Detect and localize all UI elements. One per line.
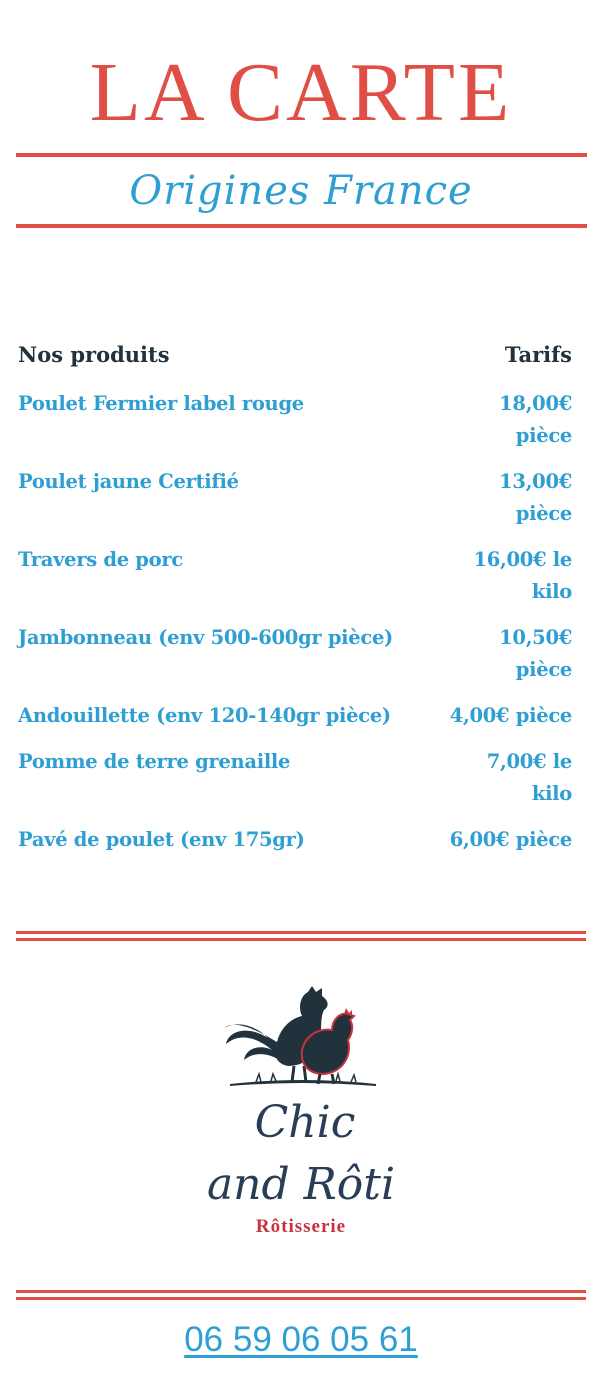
top-divider: [16, 153, 587, 157]
list-item: [18, 824, 572, 856]
products-column-header: Nos produits: [18, 342, 170, 367]
product-price: 4,00€ pièce: [449, 704, 572, 727]
product-name: Pavé de poulet (env 175gr): [18, 828, 305, 851]
product-price: 18,00€ pièce: [499, 392, 572, 447]
product-price: 13,00€ pièce: [499, 470, 572, 525]
product-name: Poulet Fermier label rouge: [18, 392, 304, 415]
subtitle-divider: [16, 224, 587, 228]
brand-name-line2: and Rôti: [206, 1159, 396, 1210]
double-divider: [16, 931, 586, 941]
list-item: [18, 388, 572, 452]
brand-tagline: Rôtisserie: [255, 1216, 347, 1237]
phone-link[interactable]: 06 59 06 05 61: [184, 1320, 418, 1359]
list-item: [18, 700, 572, 732]
price-list: [18, 339, 572, 870]
product-price: 7,00€ le kilo: [486, 750, 572, 805]
product-price: 16,00€ le kilo: [473, 548, 572, 603]
product-price: 10,50€ pièce: [499, 626, 572, 681]
product-name: Travers de porc: [18, 548, 183, 571]
list-item: [18, 466, 572, 530]
double-divider: [16, 1290, 586, 1300]
list-item: [18, 746, 572, 810]
list-item: [18, 622, 572, 686]
product-name: Pomme de terre grenaille: [18, 750, 291, 773]
product-name: Jambonneau (env 500-600gr pièce): [18, 626, 393, 649]
prices-column-header: Tarifs: [504, 342, 572, 367]
product-name: Andouillette (env 120-140gr pièce): [18, 704, 391, 727]
product-price: 6,00€ pièce: [449, 828, 572, 851]
rooster-hen-logo-icon: [216, 978, 386, 1090]
list-item: [18, 544, 572, 608]
brand-name-line1: Chic: [254, 1097, 356, 1148]
price-list-header: [18, 339, 572, 371]
page-title: LA CARTE: [89, 46, 513, 139]
subtitle: Origines France: [129, 168, 473, 214]
product-name: Poulet jaune Certifié: [18, 470, 239, 493]
